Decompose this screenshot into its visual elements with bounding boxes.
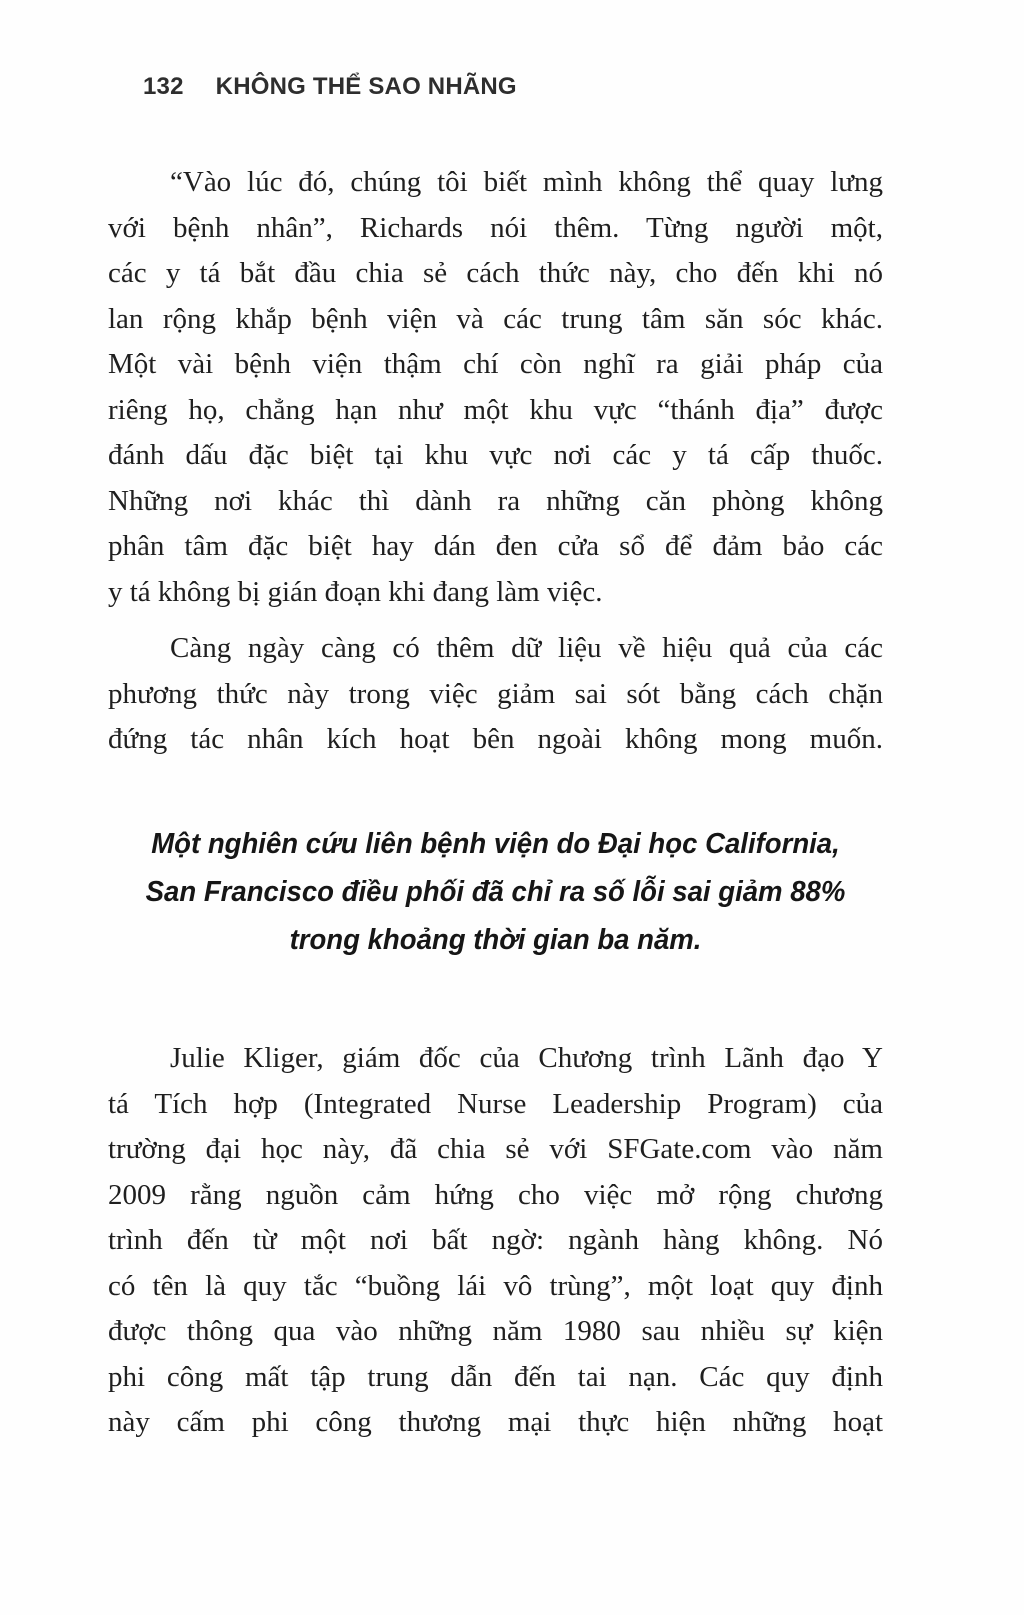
text-line: “Vào lúc đó, chúng tôi biết mình không thể quay lưng	[170, 166, 883, 198]
text-line: 2009 rằng nguồn cảm hứng cho việc mở rộng chương	[108, 1178, 883, 1211]
text-line: Julie Kliger, giám đốc của Chương trình Lãnh đạo Y	[170, 1042, 883, 1074]
text-line: Những nơi khác thì dành ra những căn phòng không	[108, 484, 883, 517]
page-number: 132	[143, 73, 184, 100]
text-line: đứng tác nhân kích hoạt bên ngoài không mong muốn.	[108, 723, 883, 755]
pull-quote	[108, 820, 883, 964]
quote-line: San Francisco điều phối đã chỉ ra số lỗi sai giảm 88%	[145, 876, 846, 908]
text-line: các y tá bắt đầu chia sẻ cách thức này, cho đến khi nó	[108, 257, 883, 289]
text-line: này cấm phi công thương mại thực hiện những hoạt	[108, 1406, 883, 1438]
text-line: với bệnh nhân”, Richards nói thêm. Từng người một,	[108, 211, 883, 244]
page-header	[143, 74, 517, 100]
text-line: được thông qua vào những năm 1980 sau nhiều sự kiện	[108, 1315, 883, 1347]
text-line: trường đại học này, đã chia sẻ với SFGate.com vào năm	[108, 1133, 883, 1165]
text-line: Càng ngày càng có thêm dữ liệu về hiệu quả của các	[170, 632, 883, 664]
text-line: có tên là quy tắc “buồng lái vô trùng”, một loạt quy định	[108, 1269, 883, 1302]
running-title: KHÔNG THỂ SAO NHÃNG	[215, 73, 517, 100]
text-line: phương thức này trong việc giảm sai sót bằng cách chặn	[108, 677, 883, 710]
quote-line: trong khoảng thời gian ba năm.	[289, 924, 702, 956]
text-line: Một vài bệnh viện thậm chí còn nghĩ ra giải pháp của	[108, 348, 883, 380]
paragraph-1	[108, 160, 883, 615]
text-line: riêng họ, chẳng hạn như một khu vực “thánh địa” được	[108, 393, 883, 426]
text-line: phi công mất tập trung dẫn đến tai nạn. Các quy định	[108, 1360, 883, 1393]
paragraph-3	[108, 1036, 883, 1446]
text-line: tá Tích hợp (Integrated Nurse Leadership Program) của	[108, 1087, 883, 1120]
quote-line: Một nghiên cứu liên bệnh viện do Đại học California,	[151, 828, 840, 860]
paragraph-2	[108, 626, 883, 763]
text-line: trình đến từ một nơi bất ngờ: ngành hàng không. Nó	[108, 1224, 883, 1256]
text-line: lan rộng khắp bệnh viện và các trung tâm săn sóc khác.	[108, 302, 883, 335]
text-line: y tá không bị gián đoạn khi đang làm việc.	[108, 575, 603, 608]
text-line: phân tâm đặc biệt hay dán đen cửa sổ để đảm bảo các	[108, 530, 883, 562]
text-line: đánh dấu đặc biệt tại khu vực nơi các y tá cấp thuốc.	[108, 439, 883, 471]
